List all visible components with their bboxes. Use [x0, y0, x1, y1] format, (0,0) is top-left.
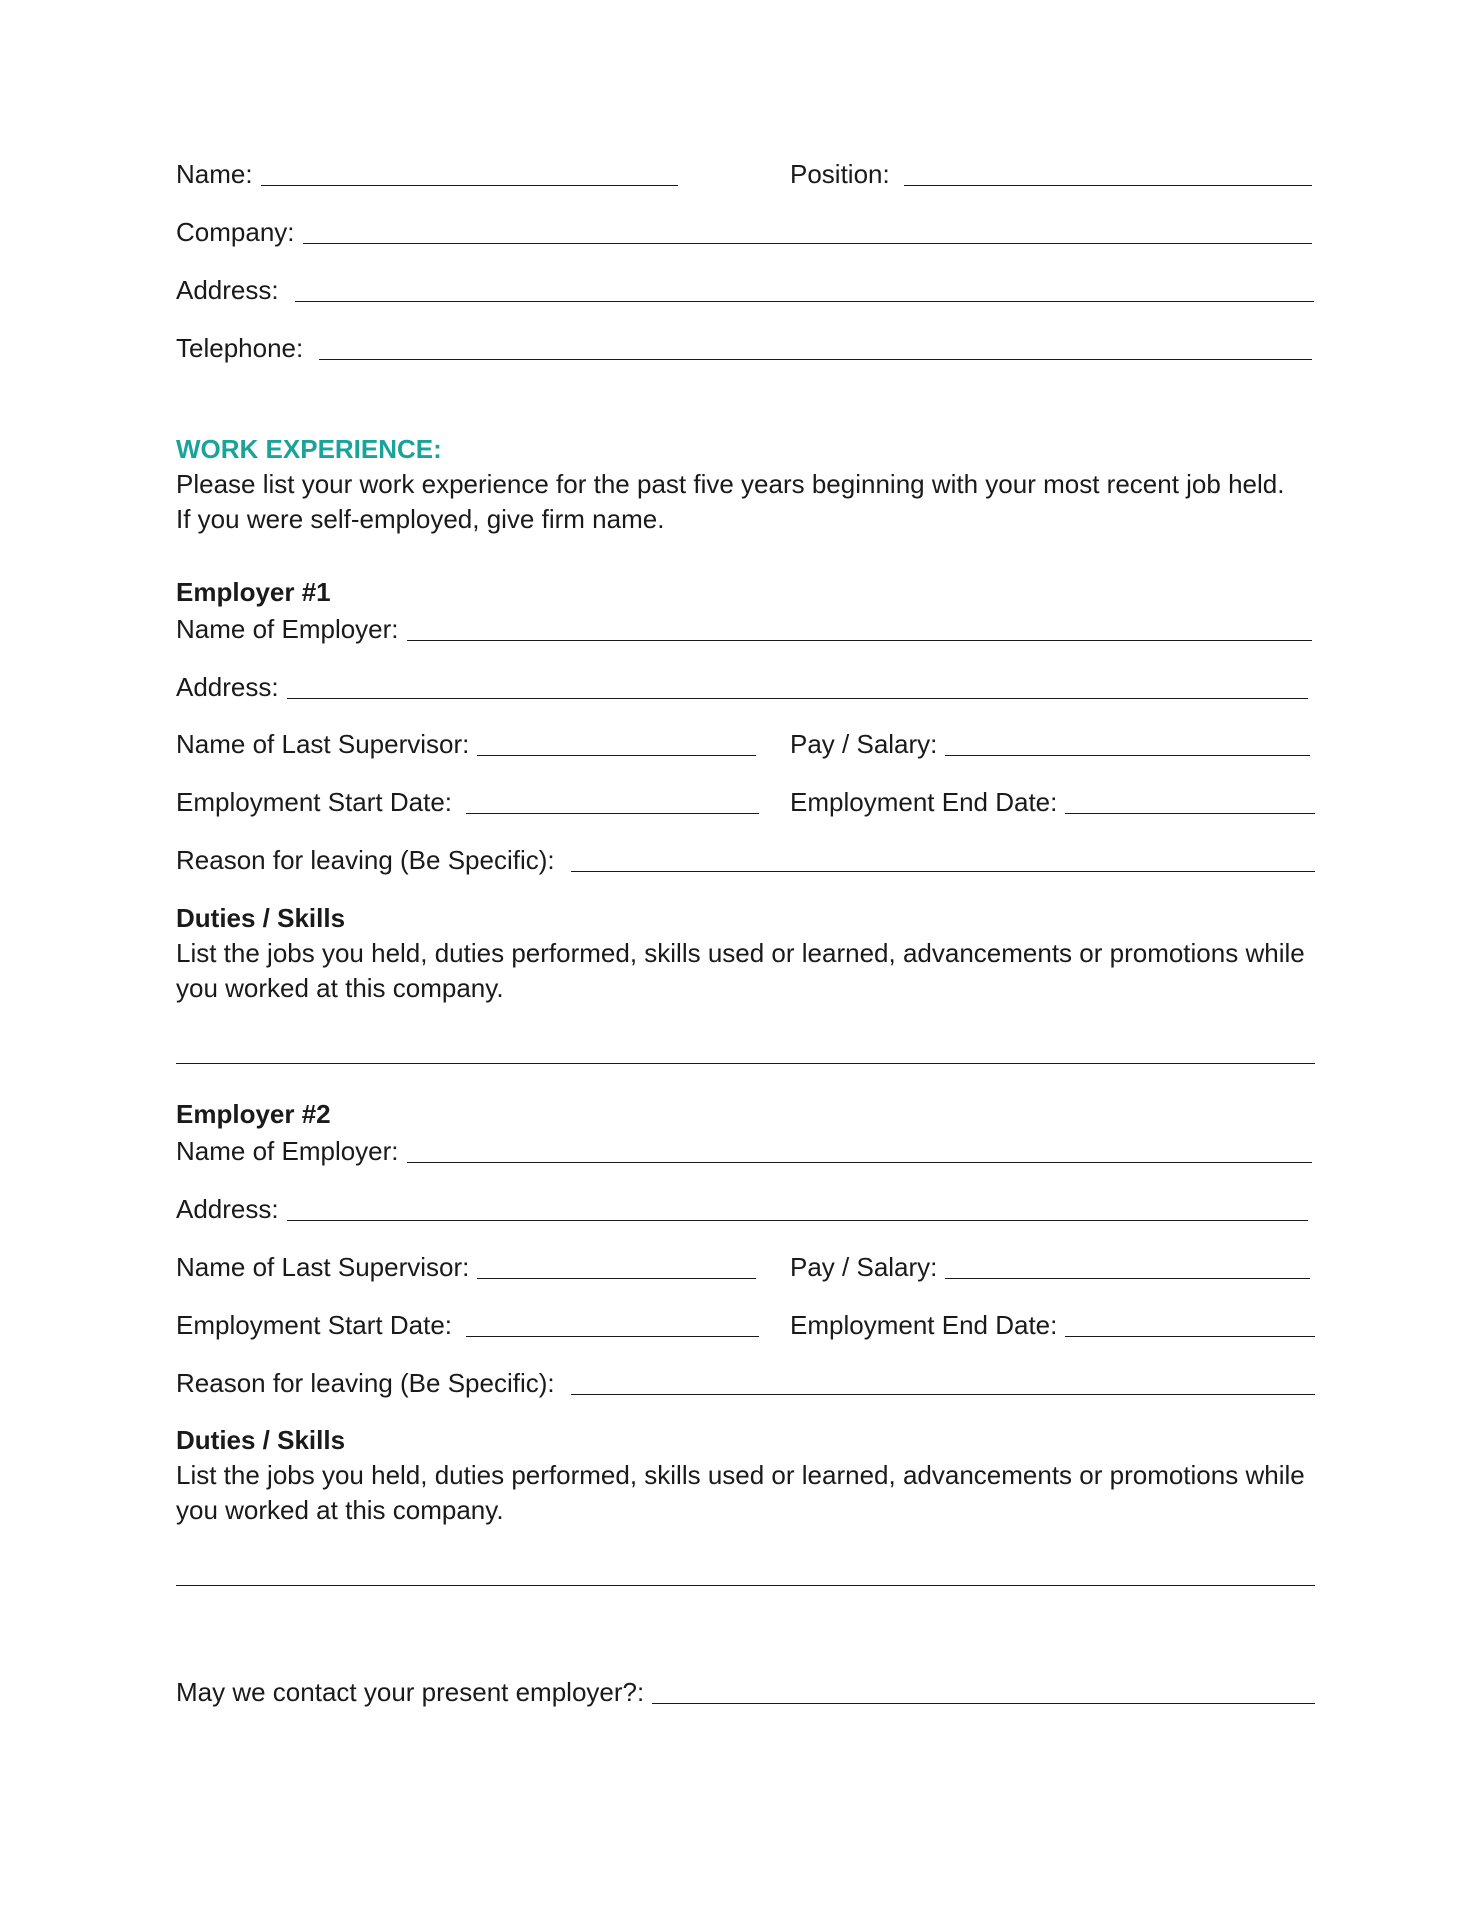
- employer-1-pay-row: [790, 727, 1310, 759]
- employer-2-address-row: [176, 1192, 1308, 1224]
- name-label: Name:: [176, 159, 253, 189]
- telephone-input-line[interactable]: [319, 333, 1312, 360]
- employer-1-name-row: [176, 612, 1312, 644]
- employer-1-reason-row: [176, 843, 1315, 875]
- employer-1-supervisor-input-line[interactable]: [477, 729, 756, 756]
- employer-1-end-row: [790, 785, 1315, 817]
- employer-2-end-row: [790, 1308, 1315, 1340]
- address-label: Address:: [176, 275, 279, 305]
- employer-2-name-input-line[interactable]: [407, 1136, 1312, 1163]
- position-label: Position:: [790, 159, 890, 189]
- employer-2-reason-input-line[interactable]: [571, 1368, 1315, 1395]
- employer-2-heading: Employer #2: [176, 1099, 331, 1129]
- employer-2-address-input-line[interactable]: [287, 1194, 1308, 1221]
- employer-1-address-row: [176, 670, 1308, 702]
- employer-2-supervisor-row: [176, 1250, 756, 1282]
- employer-2-start-row: [176, 1308, 759, 1340]
- supervisor-label: Name of Last Supervisor:: [176, 729, 470, 759]
- contact-employer-input-line[interactable]: [652, 1677, 1315, 1704]
- pay-label: Pay / Salary:: [790, 1252, 938, 1282]
- pay-label: Pay / Salary:: [790, 729, 938, 759]
- employer-1-name-input-line[interactable]: [407, 614, 1312, 641]
- name-input-line[interactable]: [261, 159, 678, 186]
- employer-address-label: Address:: [176, 1194, 279, 1224]
- contact-employer-label: May we contact your present employer?:: [176, 1677, 645, 1707]
- position-field-row: [790, 157, 1312, 189]
- employer-1-end-input-line[interactable]: [1065, 787, 1315, 814]
- employer-name-label: Name of Employer:: [176, 614, 399, 644]
- end-date-label: Employment End Date:: [790, 787, 1058, 817]
- employer-1-start-row: [176, 785, 759, 817]
- telephone-label: Telephone:: [176, 333, 304, 363]
- reason-label: Reason for leaving (Be Specific):: [176, 845, 555, 875]
- work-experience-intro: Please list your work experience for the past five years beginning with your most recent job held. If you were self-employed, give firm name.: [176, 469, 1285, 534]
- employer-1-start-input-line[interactable]: [466, 787, 759, 814]
- employer-2-start-input-line[interactable]: [466, 1310, 759, 1337]
- employer-2-pay-row: [790, 1250, 1310, 1282]
- contact-employer-row: [176, 1675, 1315, 1707]
- telephone-field-row: [176, 331, 1312, 363]
- reason-label: Reason for leaving (Be Specific):: [176, 1368, 555, 1398]
- employer-name-label: Name of Employer:: [176, 1136, 399, 1166]
- supervisor-label: Name of Last Supervisor:: [176, 1252, 470, 1282]
- employer-address-label: Address:: [176, 672, 279, 702]
- name-field-row: [176, 157, 678, 189]
- work-experience-title: WORK EXPERIENCE:: [176, 434, 442, 464]
- employer-1-reason-input-line[interactable]: [571, 845, 1315, 872]
- employer-2-supervisor-input-line[interactable]: [477, 1252, 756, 1279]
- company-input-line[interactable]: [303, 217, 1313, 244]
- company-label: Company:: [176, 217, 295, 247]
- employer-2-duties-heading: Duties / Skills: [176, 1425, 346, 1455]
- address-input-line[interactable]: [295, 275, 1314, 302]
- employer-1-duties-text: List the jobs you held, duties performed, skills used or learned, advancements or promotions while you worked at this company.: [176, 938, 1305, 1003]
- employer-2-duties-input-line[interactable]: [176, 1585, 1315, 1586]
- employer-1-duties-heading: Duties / Skills: [176, 903, 346, 933]
- employer-1-address-input-line[interactable]: [287, 672, 1308, 699]
- start-date-label: Employment Start Date:: [176, 787, 452, 817]
- employer-1-duties-input-line[interactable]: [176, 1063, 1315, 1064]
- employer-2-reason-row: [176, 1366, 1315, 1398]
- employer-1-supervisor-row: [176, 727, 756, 759]
- employer-2-duties-text: List the jobs you held, duties performed, skills used or learned, advancements or promotions while you worked at this company.: [176, 1460, 1305, 1525]
- employer-2-name-row: [176, 1134, 1312, 1166]
- employer-2-end-input-line[interactable]: [1065, 1310, 1315, 1337]
- employer-2-pay-input-line[interactable]: [945, 1252, 1310, 1279]
- employer-1-pay-input-line[interactable]: [945, 729, 1310, 756]
- position-input-line[interactable]: [904, 159, 1312, 186]
- company-field-row: [176, 215, 1312, 247]
- address-field-row: [176, 273, 1314, 305]
- start-date-label: Employment Start Date:: [176, 1310, 452, 1340]
- end-date-label: Employment End Date:: [790, 1310, 1058, 1340]
- employer-1-heading: Employer #1: [176, 577, 331, 607]
